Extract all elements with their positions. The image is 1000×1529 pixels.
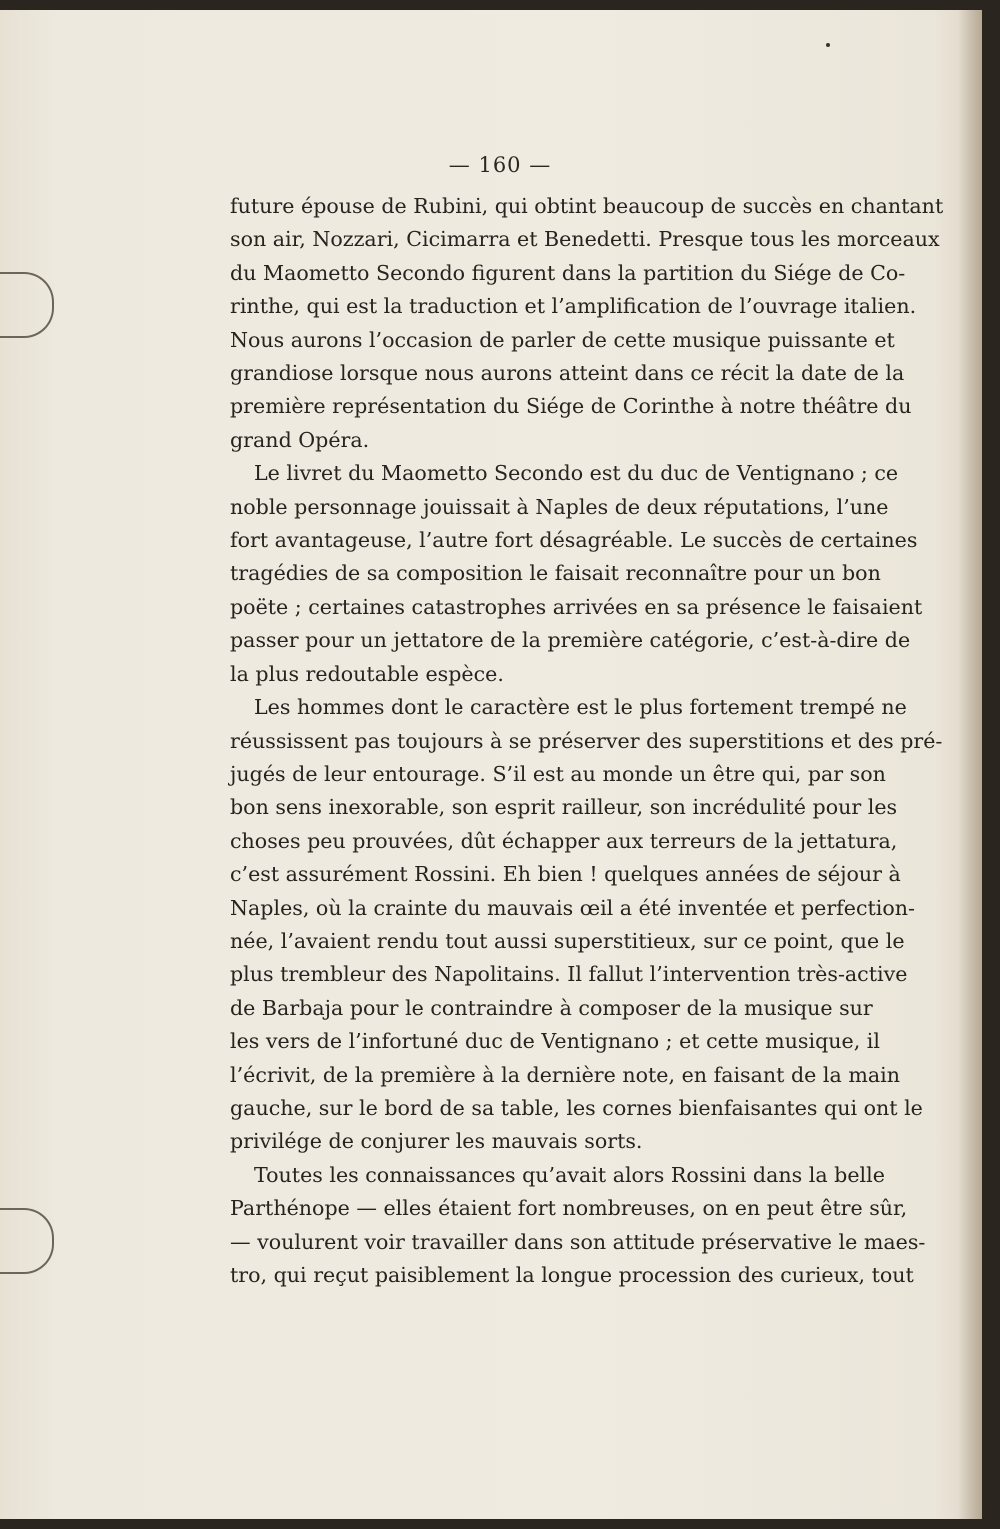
- text-line: grand Opéra.: [230, 427, 370, 452]
- text-line: Naples, où la crainte du mauvais œil a été inventée et perfection-: [230, 895, 916, 920]
- binding-clip-bottom: [0, 1208, 54, 1274]
- text-line: du Maometto Secondo figurent dans la partition du Siége de Co-: [230, 260, 906, 285]
- text-line: rinthe, qui est la traduction et l’amplification de l’ouvrage italien.: [230, 294, 917, 319]
- text-line: future épouse de Rubini, qui obtint beaucoup de succès en chantant: [230, 194, 944, 218]
- text-line: c’est assurément Rossini. Eh bien ! quelques années de séjour à: [230, 862, 901, 887]
- binding-clip-top: [0, 272, 54, 338]
- text-line: les vers de l’infortuné duc de Ventignano ; et cette musique, il: [230, 1029, 880, 1054]
- text-line: plus trembleur des Napolitains. Il fallut l’intervention très-active: [230, 962, 908, 987]
- body-text: [230, 190, 944, 1292]
- text-line: née, l’avaient rendu tout aussi superstitieux, sur ce point, que le: [230, 928, 905, 953]
- text-line: bon sens inexorable, son esprit railleur, son incrédulité pour les: [230, 795, 898, 820]
- text-line: la plus redoutable espèce.: [230, 661, 504, 686]
- text-line: noble personnage jouissait à Naples de deux réputations, l’une: [230, 494, 889, 519]
- book-page: [0, 10, 982, 1519]
- text-line: grandiose lorsque nous aurons atteint dans ce récit la date de la: [230, 361, 905, 386]
- text-line: Toutes les connaissances qu’avait alors Rossini dans la belle: [254, 1162, 885, 1187]
- text-line: gauche, sur le bord de sa table, les cornes bienfaisantes qui ont le: [230, 1095, 923, 1120]
- text-line: choses peu prouvées, dût échapper aux terreurs de la jettatura,: [230, 828, 898, 853]
- text-line: de Barbaja pour le contraindre à composer de la musique sur: [230, 995, 873, 1020]
- text-line: tro, qui reçut paisiblement la longue procession des curieux, tout: [230, 1263, 914, 1287]
- text-line: réussissent pas toujours à se préserver des superstitions et des pré-: [230, 728, 943, 753]
- text-line: privilége de conjurer les mauvais sorts.: [230, 1129, 643, 1154]
- text-line: tragédies de sa composition le faisait reconnaître pour un bon: [230, 561, 881, 586]
- text-line: fort avantageuse, l’autre fort désagréable. Le succès de certaines: [230, 528, 918, 553]
- text-line: Parthénope — elles étaient fort nombreuses, on en peut être sûr,: [230, 1196, 908, 1221]
- text-line: l’écrivit, de la première à la dernière note, en faisant de la main: [230, 1062, 900, 1087]
- text-line: — voulurent voir travailler dans son attitude préservative le maes-: [230, 1229, 926, 1254]
- text-line: Nous aurons l’occasion de parler de cette musique puissante et: [230, 327, 895, 352]
- ink-spot: [826, 43, 830, 47]
- page-number: — 160 —: [448, 153, 552, 177]
- text-line: son air, Nozzari, Cicimarra et Benedetti. Presque tous les morceaux: [230, 227, 940, 252]
- text-line: première représentation du Siége de Corinthe à notre théâtre du: [230, 394, 912, 419]
- text-line: Le livret du Maometto Secondo est du duc de Ventignano ; ce: [254, 461, 899, 486]
- text-line: poëte ; certaines catastrophes arrivées en sa présence le faisaient: [230, 594, 923, 619]
- page-edge: [958, 10, 982, 1519]
- text-line: jugés de leur entourage. S’il est au monde un être qui, par son: [230, 761, 886, 786]
- text-line: Les hommes dont le caractère est le plus fortement trempé ne: [254, 695, 907, 720]
- text-line: passer pour un jettatore de la première catégorie, c’est-à-dire de: [230, 628, 911, 653]
